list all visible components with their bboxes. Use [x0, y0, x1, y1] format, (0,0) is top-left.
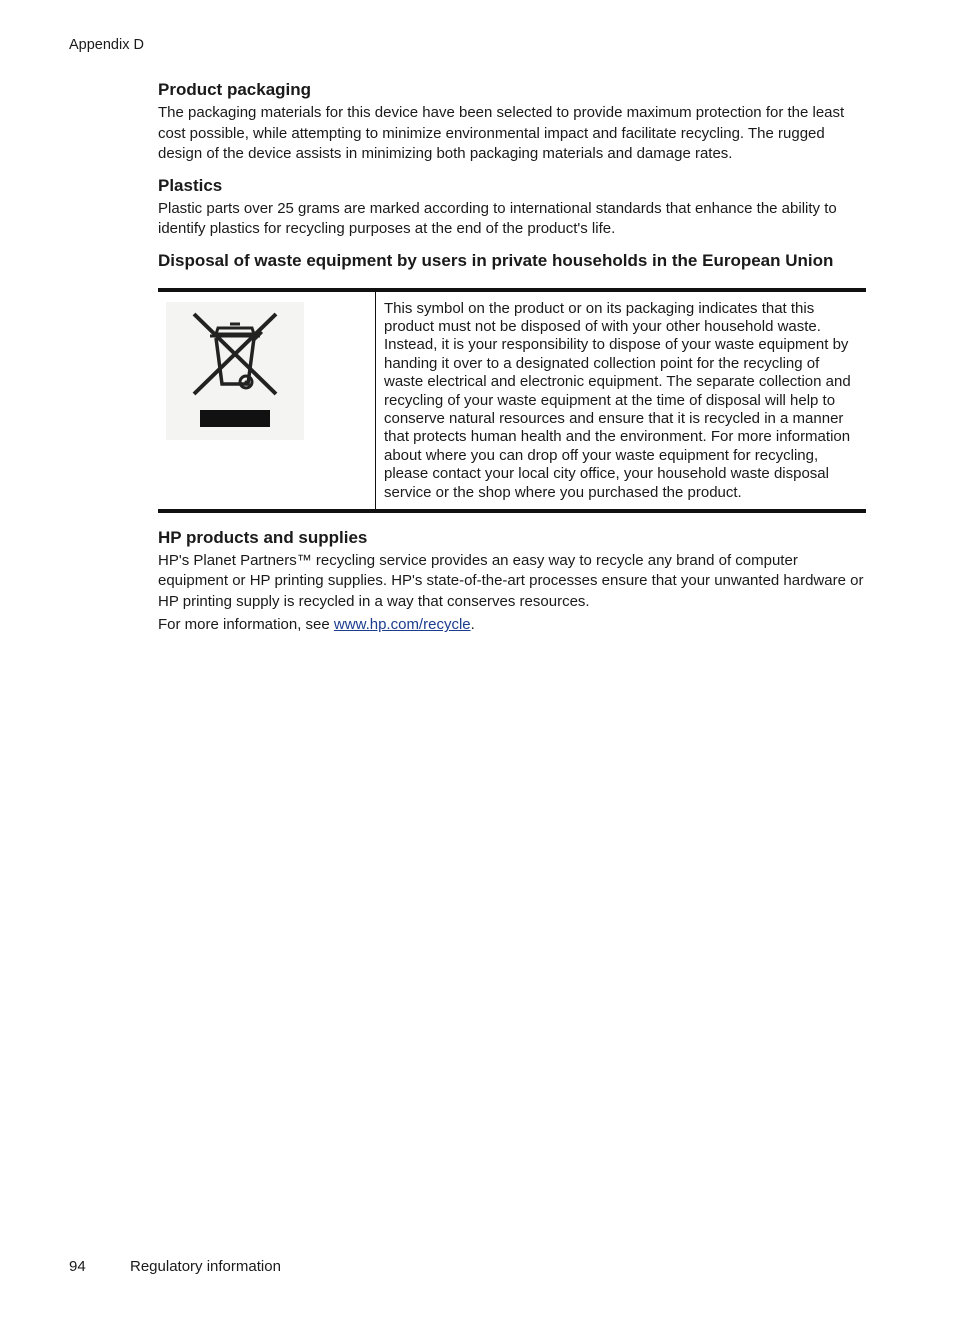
- crossed-out-wheelie-bin-icon: [166, 302, 304, 440]
- weee-table: [158, 288, 866, 513]
- section-body-hp-products: HP's Planet Partners™ recycling service provides an easy way to recycle any brand of computer equipment or HP printing supplies. HP's state-of-the-art processes ensure that your unwanted hardware or HP printing supply is recycled in a way that conserves resources.: [158, 551, 864, 610]
- section-body-plastics: Plastic parts over 25 grams are marked according to international standards that enhance the ability to identify plastics for recycling purposes at the end of the product's life.: [158, 199, 837, 237]
- weee-symbol-cell: [158, 292, 376, 509]
- more-info-line: [158, 615, 870, 636]
- page-content: [158, 79, 870, 636]
- section-title-plastics: Plastics: [158, 175, 223, 195]
- more-info-prefix: For more information, see: [158, 616, 334, 634]
- page-footer: [69, 1258, 281, 1275]
- section-title-hp-products: HP products and supplies: [158, 527, 368, 547]
- hp-recycle-link[interactable]: www.hp.com/recycle: [333, 616, 471, 634]
- footer-section-name: Regulatory information: [130, 1258, 281, 1275]
- more-info-suffix: .: [470, 616, 475, 634]
- section-body-product-packaging: The packaging materials for this device have been selected to provide maximum protection for the least cost possible, while attempting to minimize environmental impact and facilitate recycling. The rugged design of the device assists in minimizing both packaging materials and damage rates.: [158, 104, 845, 162]
- section-hp-products: [158, 527, 870, 636]
- section-plastics: [158, 175, 870, 240]
- section-product-packaging: [158, 79, 870, 165]
- page-number: 94: [69, 1258, 86, 1275]
- section-title-weee-disposal: Disposal of waste equipment by users in private households in the European Union: [158, 250, 834, 270]
- weee-description: This symbol on the product or on its packaging indicates that this product must not be disposed of with your other household waste. Instead, it is your responsibility to dispose of your waste equipment by handing it over to a designated collection point for the recycling of waste electrical and electronic equipment. The separate collection and recycling of your waste equipment at the time of disposal will help to conserve natural resources and ensure that it is recycled in a manner that protects human health and the environment. For more information about where you can drop off your waste equipment for recycling, please contact your local city office, your household waste disposal service or the shop where you purchased the product.: [384, 299, 851, 501]
- section-weee-disposal: [158, 250, 870, 513]
- section-title-product-packaging: Product packaging: [158, 80, 312, 99]
- running-head: Appendix D: [69, 37, 144, 53]
